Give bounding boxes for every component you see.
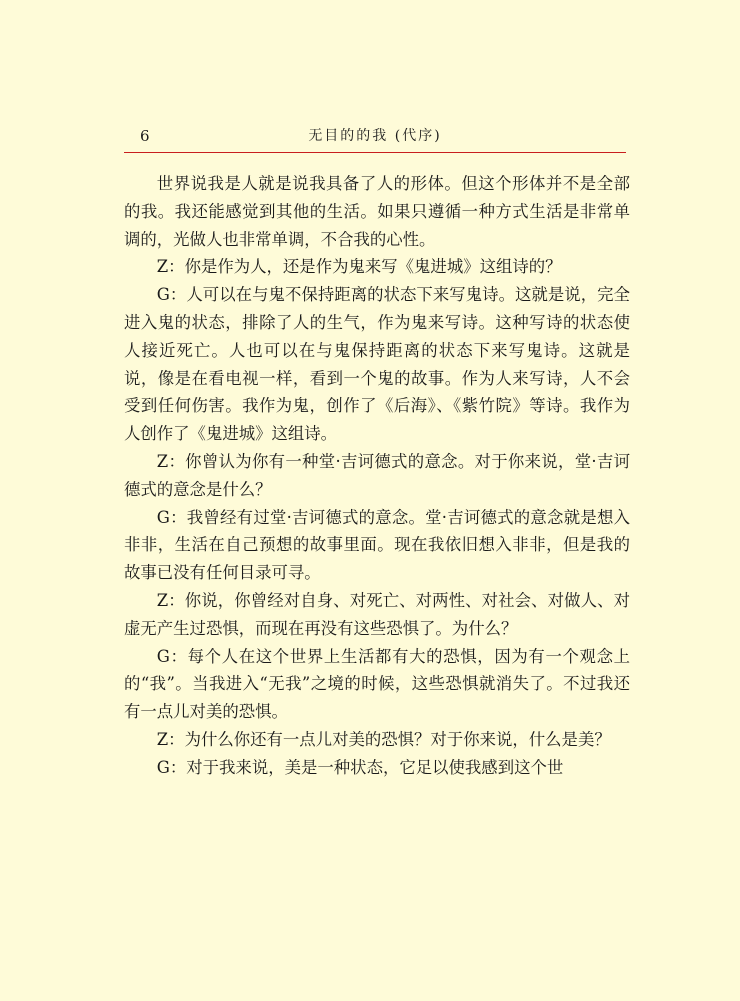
body-text bbox=[124, 170, 630, 782]
paragraph-7: G：每个人在这个世界上生活都有大的恐惧，因为有一个观念上的“我”。当我进入“无我”之境的时候，这些恐惧就消失了。不过我还有一点儿对美的恐惧。 bbox=[124, 646, 630, 722]
running-title: 无目的的我 (代序) bbox=[308, 128, 442, 144]
paragraph-5: G：我曾经有过堂·吉诃德式的意念。堂·吉诃德式的意念就是想入非非，生活在自己预想的故事里面。现在我依旧想入非非，但是我的故事已没有任何目录可寻。 bbox=[124, 507, 630, 583]
page-header bbox=[124, 126, 626, 150]
paragraph-1: 世界说我是人就是说我具备了人的形体。但这个形体并不是全部的我。我还能感觉到其他的生活。如果只遵循一种方式生活是非常单调的，光做人也非常单调，不合我的心性。 bbox=[124, 174, 630, 249]
paragraph-2: Z：你是作为人，还是作为鬼来写《鬼进城》这组诗的？ bbox=[156, 257, 562, 277]
paragraph-6: Z：你说，你曾经对自身、对死亡、对两性、对社会、对做人、对虚无产生过恐惧，而现在再没有这些恐惧了。为什么？ bbox=[124, 590, 630, 638]
paragraph-4: Z：你曾认为你有一种堂·吉诃德式的意念。对于你来说，堂·吉诃德式的意念是什么？ bbox=[124, 451, 630, 499]
page-number: 6 bbox=[140, 127, 150, 145]
paragraph-9: G：对于我来说，美是一种状态，它足以使我感到这个世 bbox=[156, 757, 564, 777]
header-rule bbox=[124, 152, 626, 153]
paragraph-8: Z：为什么你还有一点儿对美的恐惧？对于你来说，什么是美？ bbox=[156, 729, 611, 749]
paragraph-3: G：人可以在与鬼不保持距离的状态下来写鬼诗。这就是说，完全进入鬼的状态，排除了人的生气，作为鬼来写诗。这种写诗的状态使人接近死亡。人也可以在与鬼保持距离的状态下来写鬼诗。这就是说，像是在看电视一样，看到一个鬼的故事。作为人来写诗，人不会受到任何伤害。我作为鬼，创作了《后海》、《紫竹院》等诗。我作为人创作了《鬼进城》这组诗。 bbox=[124, 285, 630, 444]
